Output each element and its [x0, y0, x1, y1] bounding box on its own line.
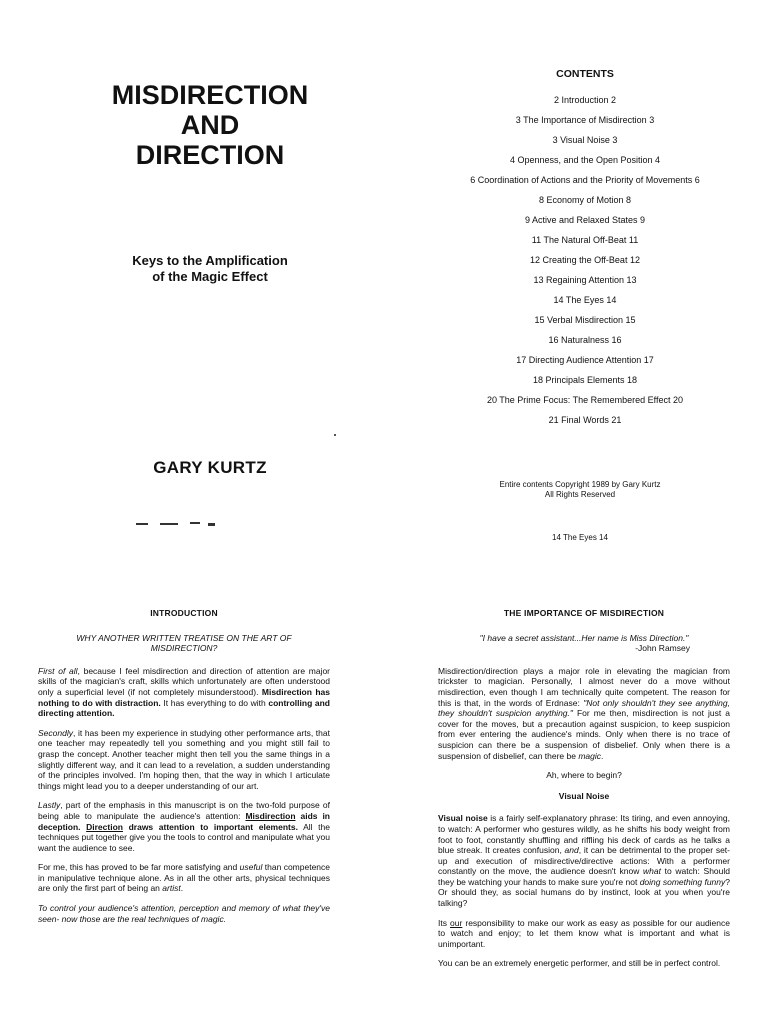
emphasis-text: Direction [86, 821, 123, 832]
emphasis-text: what [643, 866, 661, 877]
cover-author: GARY KURTZ [153, 458, 267, 477]
text-run: It has everything to do with [160, 697, 269, 708]
importance-section [438, 608, 730, 978]
body-paragraph [438, 918, 730, 950]
emphasis-text: useful [239, 862, 263, 873]
epigraph-author: -John Ramsey [635, 643, 690, 654]
emphasis-text: Misdirection [245, 810, 296, 821]
text-run: , it has been my experience in studying other performance arts, that one teacher may repeatedly tell you something and you might still fail to grasp the concept. Another teacher might then tell you the same things in a slightly different way, and it can lead to a revelation, a sudden understanding of the principles involved. I'm hoping then, that the way in which I articulate things might lead you to a deeper understanding of our art. [38, 727, 330, 791]
toc-item[interactable]: 14 The Eyes 14 [553, 295, 617, 305]
introduction-section [38, 608, 330, 933]
visual-noise-heading: Visual Noise [558, 790, 610, 801]
text-run: For me, this has proved to be far more satisfying and [38, 862, 240, 873]
intro-paragraph [38, 728, 330, 792]
scan-smudge [136, 523, 148, 525]
toc-item[interactable]: 3 The Importance of Misdirection 3 [515, 115, 655, 125]
intro-closing: To control your audience's attention, perception and memory of what they've seen- now those are the real techniques of magic. [38, 903, 330, 924]
emphasis-text: artist [162, 883, 181, 894]
importance-heading: THE IMPORTANCE OF MISDIRECTION [503, 608, 665, 618]
toc-item[interactable]: 16 Naturalness 16 [548, 335, 622, 345]
emphasis-text: magic [578, 750, 602, 761]
emphasis-text: our [450, 917, 463, 928]
toc-item[interactable]: 8 Economy of Motion 8 [538, 195, 632, 205]
text-run: Misdirection/direction plays a major role in elevating the magician from trickster to magician. Personally, I almost never do a move without misdirection, even though I am technically quite competent. The reason for this is that, in the words of Erdnase: [438, 665, 730, 708]
intro-paragraph [38, 666, 330, 719]
copyright-notice [440, 480, 720, 500]
emphasis-text: doing something funny [639, 876, 726, 887]
scan-smudge [208, 523, 215, 526]
epigraph-quote: "I have a secret assistant...Her name is Miss Direction." [479, 632, 689, 643]
scan-smudge [190, 522, 200, 524]
transition-line: Ah, where to begin? [546, 770, 622, 781]
text-run: ? Or should they, as social humans do by instinct, look at you when you're talking? [438, 876, 730, 909]
cover-title-line: MISDIRECTION [111, 80, 309, 110]
toc-item[interactable]: 20 The Prime Focus: The Remembered Effect 20 [486, 395, 684, 405]
emphasis-text: Visual noise [438, 813, 488, 824]
emphasis-text: controlling and directing attention. [38, 697, 330, 719]
toc-item[interactable]: 11 The Natural Off-Beat 11 [531, 235, 639, 245]
emphasis-text: draws attention to important elements. [122, 821, 298, 832]
text-run: responsibility to make our work as easy as possible for our audience to watch and enjoy; to let them know what is important and what is unimportant. [438, 917, 730, 949]
text-run: All the techniques put together give you the tools to control and manipulate what you want the audience to see. [38, 821, 330, 853]
toc-item[interactable]: 15 Verbal Misdirection 15 [534, 315, 636, 325]
body-paragraph: You can be an extremely energetic performer, and still be in perfect control. [438, 958, 721, 969]
page-footer-note: 14 The Eyes 14 [552, 533, 608, 542]
intro-lead: First of all [38, 665, 78, 676]
text-run: For me then, misdirection is not just a cover for the moves, but a precaution against suspicion, to keep suspicion from ever entering the audience's minds. Only when there is no trace of suspicion can there be a suspension of disbelief. Only when there is a suspension of disbelief, can there be [438, 708, 730, 761]
text-run: . [180, 883, 184, 894]
toc-item[interactable]: 6 Coordination of Actions and the Priority of Movements 6 [470, 175, 700, 185]
speck-mark [334, 434, 336, 436]
cover-title-line: DIRECTION [135, 140, 285, 170]
toc-item[interactable]: 21 Final Words 21 [548, 415, 622, 425]
text-run: to watch: Should they be watching your hands to make sure you're not [438, 866, 730, 887]
toc-item[interactable]: 17 Directing Audience Attention 17 [516, 355, 654, 365]
toc-item[interactable]: 4 Openness, and the Open Position 4 [509, 155, 661, 165]
body-paragraph [438, 666, 730, 761]
cover-title-line: AND [180, 110, 240, 140]
cover-title [60, 80, 360, 170]
cover-subtitle-line: of the Magic Effect [152, 269, 268, 284]
copyright-line: All Rights Reserved [544, 490, 616, 499]
text-run: than competence in manipulative technique alone. As in all the other arts, physical techniques are only the first part of being an [38, 862, 331, 894]
toc-list [420, 90, 750, 430]
text-run: is a fairly self-explanatory phrase: Its tiring, and even annoying, to watch: A performer who gestures wildly, as he shifts his body weight from foot to foot, constantly shuffling and riffling his deck of cards as he talks a blue streak. It creates confusion, [438, 813, 730, 856]
cover-subtitle [80, 253, 340, 285]
toc-item[interactable]: 2 Introduction 2 [553, 95, 617, 105]
intro-lead: Lastly [38, 800, 61, 811]
text-run: , part of the emphasis in this manuscript is on the two-fold purpose of being able to manipulate the audience's attention: [38, 800, 330, 821]
toc-item[interactable]: 18 Principals Elements 18 [532, 375, 638, 385]
cover-subtitle-line: Keys to the Amplification [132, 253, 288, 268]
emphasis-text: and [564, 845, 579, 856]
toc-item[interactable]: 13 Regaining Attention 13 [533, 275, 637, 285]
intro-question: WHY ANOTHER WRITTEN TREATISE ON THE ART OF MISDIRECTION? [76, 632, 292, 654]
intro-lead: Secondly [38, 727, 73, 738]
introduction-heading: INTRODUCTION [150, 608, 218, 618]
intro-paragraph [38, 800, 330, 853]
toc-item[interactable]: 9 Active and Relaxed States 9 [524, 215, 646, 225]
intro-paragraph [38, 862, 330, 894]
emphasis-text: "Not only shouldn't they see anything, they shouldn't suspicion anything." [438, 697, 730, 719]
body-paragraph [438, 813, 730, 908]
text-run: , because I feel misdirection and direction of attention are major skills of the magician's craft, skills which unfortunately are often understood only a superficial level (if not completely misunderstood). [38, 665, 331, 697]
toc-item[interactable]: 3 Visual Noise 3 [552, 135, 618, 145]
text-run: . [601, 750, 604, 761]
table-of-contents [420, 68, 750, 430]
scan-smudge [160, 523, 178, 525]
text-run: Its [438, 917, 451, 928]
contents-heading: CONTENTS [556, 68, 614, 80]
emphasis-text: Misdirection has nothing to do with distraction. [38, 686, 330, 708]
emphasis-text: aids in deception. [38, 810, 331, 832]
toc-item[interactable]: 12 Creating the Off-Beat 12 [530, 255, 640, 265]
text-run: , it can be detrimental to the proper set-up and execution of misdirective/directive actions: With a performer constantly on the move, the audience doesn't know [438, 845, 730, 877]
copyright-line: Entire contents Copyright 1989 by Gary Kurtz [499, 480, 661, 489]
